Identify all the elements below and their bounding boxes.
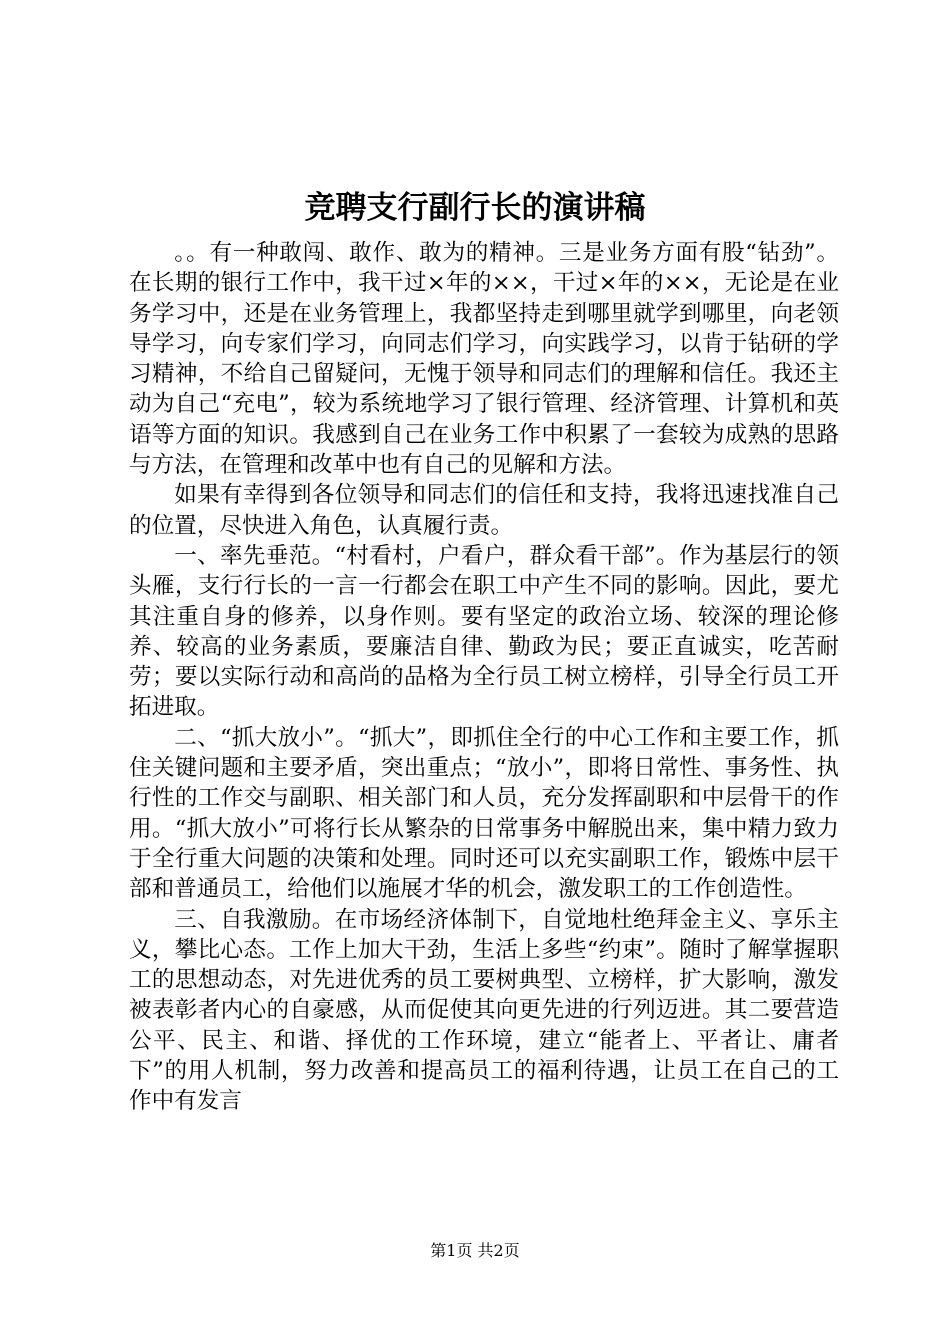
paragraph-1: 。。有一种敢闯、敢作、敢为的精神。三是业务方面有股“钻劲”。在长期的银行工作中，我干过×年的××，干过×年的××，无论是在业务学习中，还是在业务管理上，我都坚持走到哪里就学到哪里，向老领导学习，向专家们学习，向同志们学习，向实践学习，以肯于钻研的学习精神，不给自己留疑问，无愧于领导和同志们的理解和信任。我还主动为自己“充电”，较为系统地学习了银行管理、经济管理、计算机和英语等方面的知识。我感到自己在业务工作中积累了一套较为成熟的思路与方法，在管理和改革中也有自己的见解和方法。 bbox=[129, 240, 839, 479]
paragraph-4: 二、“抓大放小”。“抓大”，即抓住全行的中心工作和主要工作，抓住关键问题和主要矛盾，突出重点；“放小”，即将日常性、事务性、执行性的工作交与副职、相关部门和人员，充分发挥副职和中层骨干的作用。“抓大放小”可将行长从繁杂的日常事务中解脱出来，集中精力致力于全行重大问题的决策和处理。同时还可以充实副职工作，锻炼中层干部和普通员工，给他们以施展才华的机会，激发职工的工作创造性。 bbox=[129, 724, 839, 903]
paragraph-2: 如果有幸得到各位领导和同志们的信任和支持，我将迅速找准自己的位置，尽快进入角色，认真履行责。 bbox=[129, 482, 839, 539]
page-footer bbox=[0, 1240, 950, 1262]
paragraph-5: 三、自我激励。在市场经济体制下，自觉地杜绝拜金主义、享乐主义，攀比心态。工作上加大干劲，生活上多些“约束”。随时了解掌握职工的思想动态，对先进优秀的员工要树典型、立榜样，扩大影响，激发被表彰者内心的自豪感，从而促使其向更先进的行列迈进。其二要营造公平、民主、和谐、择优的工作环境，建立“能者上、平者让、庸者下”的用人机制，努力改善和提高员工的福利待遇，让员工在自己的工作中有发言 bbox=[129, 906, 839, 1115]
paragraph-3: 一、率先垂范。“村看村，户看户，群众看干部”。作为基层行的领头雁，支行行长的一言一行都会在职工中产生不同的影响。因此，要尤其注重自身的修养，以身作则。要有坚定的政治立场、较深的理论修养、较高的业务素质，要廉洁自律、勤政为民；要正直诚实，吃苦耐劳；要以实际行动和高尚的品格为全行员工树立榜样，引导全行员工开拓进取。 bbox=[129, 542, 839, 721]
document-body bbox=[129, 238, 839, 1117]
document-title: 竞聘支行副行长的演讲稿 bbox=[304, 190, 646, 226]
page-number: 第1页 共2页 bbox=[430, 1241, 520, 1260]
